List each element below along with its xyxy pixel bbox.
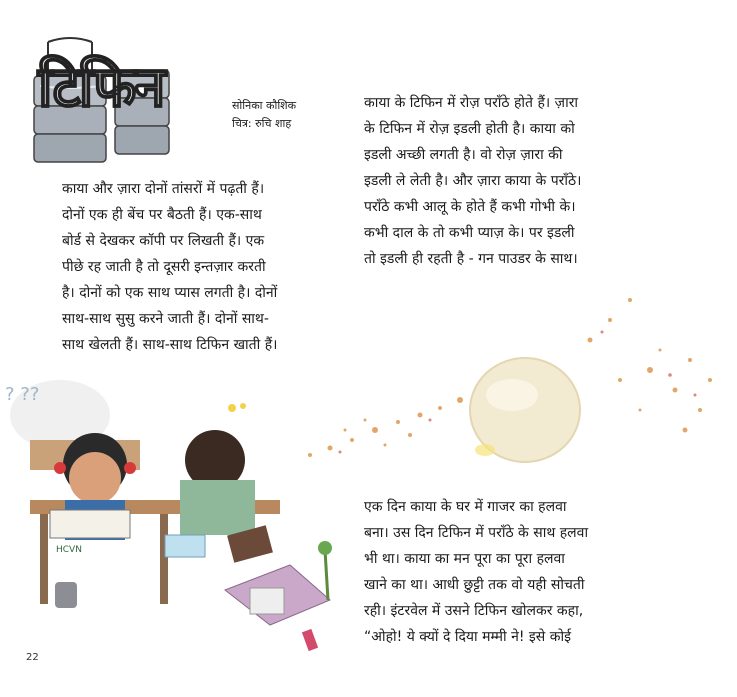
idli-illustration [290,280,730,500]
classroom-illustration [0,360,350,660]
story-paragraph-3: एक दिन काया के घर में गाजर का हलवा बना। उस दिन टिफिन में पराँठे के साथ हलवा भी था। काया का मन पूरा का पूरा हलवा खाने का था। आधी छुट्टी तक वो यही सोचती रही। इंटरवेल में उसने टिफिन खोलकर कहा, “ओहो! ये क्यों दे दिया मम्मी ने! इसे कोई [364,499,589,645]
book-label: HCVN [56,545,82,555]
story-paragraph-1: काया और ज़ारा दोनों तांसरों में पढ़ती हैं। दोनों एक ही बेंच पर बैठती हैं। एक-साथ बोर्ड से देखकर कॉपी पर लिखती हैं। एक पीछे रह जाती है तो दूसरी इन्तज़ार करती है। दोनों को एक साथ प्यास लगती है। दोनों साथ-साथ सुसु करने जाती हैं। दोनों साथ- साथ खेलती हैं। साथ-साथ टिफिन खाती हैं। [62,181,278,353]
story-paragraph-2: काया के टिफिन में रोज़ पराँठे होते हैं। ज़ारा के टिफिन में रोज़ इडली होती है। काया को इडली अच्छी लगती है। वो रोज़ ज़ारा की इडली ले लेती है। और ज़ारा काया के पराँठे। पराँठे कभी आलू के होते हैं कभी गोभी के। कभी दाल के तो कभी प्याज़ के। पर इडली तो इडली ही रहती है - गन पाउडर के साथ। [364,95,582,267]
illustrator-credit: चित्र: रुचि शाह [232,117,292,130]
page-number: 22 [26,652,39,663]
question-marks: ? ?? [5,384,40,405]
author-credit: सोनिका कौशिक [232,99,297,112]
story-title: टिफिन [38,55,164,120]
